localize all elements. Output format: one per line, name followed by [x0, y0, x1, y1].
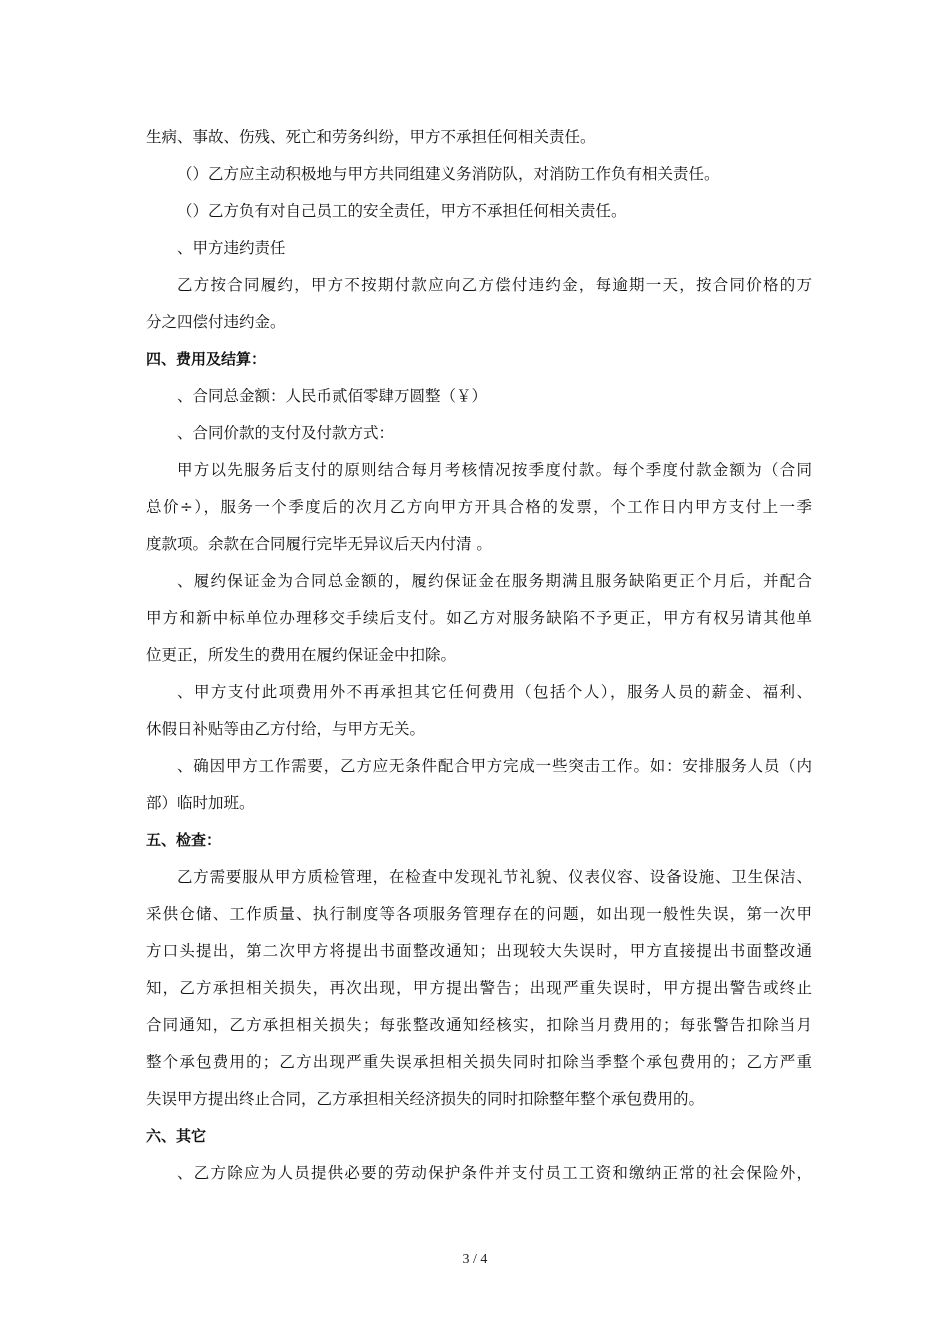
paragraph-line: 位更正，所发生的费用在履约保证金中扣除。 — [146, 646, 457, 664]
paragraph-line: 度款项。余款在合同履行完毕无异议后天内付清 。 — [146, 535, 492, 553]
paragraph-line: 甲方和新中标单位办理移交手续后支付。如乙方对服务缺陷不予更正，甲方有权另请其他单 — [146, 609, 812, 627]
paragraph-line: 、乙方除应为人员提供必要的劳动保护条件并支付员工工资和缴纳正常的社会保险外， — [177, 1164, 812, 1182]
paragraph-line: （）乙方应主动积极地与甲方共同组建义务消防队，对消防工作负有相关责任。 — [177, 165, 720, 183]
paragraph-line: 方口头提出，第二次甲方将提出书面整改通知；出现较大失误时，甲方直接提出书面整改通 — [146, 942, 812, 960]
paragraph-line: 、合同价款的支付及付款方式： — [177, 424, 395, 442]
paragraph-line: 采供仓储、工作质量、执行制度等各项服务管理存在的问题，如出现一般性失误，第一次甲 — [146, 905, 812, 923]
section-heading — [146, 341, 812, 378]
paragraph-line: 分之四偿付违约金。 — [146, 313, 286, 331]
paragraph — [146, 563, 812, 674]
paragraph — [146, 119, 812, 156]
paragraph — [146, 193, 812, 230]
paragraph-line: 乙方按合同履约，甲方不按期付款应向乙方偿付违约金，每逾期一天，按合同价格的万 — [177, 276, 812, 294]
paragraph-line: 乙方需要服从甲方质检管理，在检查中发现礼节礼貌、仪表仪容、设备设施、卫生保洁、 — [177, 868, 812, 886]
paragraph — [146, 452, 812, 563]
paragraph-line: 失误甲方提出终止合同，乙方承担相关经济损失的同时扣除整年整个承包费用的。 — [146, 1090, 705, 1108]
paragraph — [146, 1155, 812, 1192]
paragraph — [146, 674, 812, 748]
section-heading — [146, 1118, 812, 1155]
paragraph-line: 、甲方违约责任 — [177, 239, 286, 257]
paragraph-line: 总价÷），服务一个季度后的次月乙方向甲方开具合格的发票，个工作日内甲方支付上一季 — [146, 498, 812, 516]
paragraph-line: 合同通知，乙方承担相关损失；每张整改通知经核实，扣除当月费用的；每张警告扣除当月 — [146, 1016, 812, 1034]
paragraph-line: （）乙方负有对自己员工的安全责任，甲方不承担任何相关责任。 — [177, 202, 627, 220]
paragraph-line: 、甲方支付此项费用外不再承担其它任何费用（包括个人），服务人员的薪金、福利、 — [177, 683, 812, 701]
paragraph-line: 知，乙方承担相关损失，再次出现，甲方提出警告；出现严重失误时，甲方提出警告或终止 — [146, 979, 812, 997]
paragraph-line: 部）临时加班。 — [146, 794, 255, 812]
paragraph — [146, 230, 812, 267]
paragraph-line: 生病、事故、伤残、死亡和劳务纠纷，甲方不承担任何相关责任。 — [146, 128, 596, 146]
paragraph — [146, 267, 812, 341]
heading-text: 六、其它 — [146, 1127, 207, 1145]
paragraph — [146, 859, 812, 1118]
page-number: 3 / 4 — [462, 1252, 488, 1267]
paragraph — [146, 415, 812, 452]
heading-text: 四、费用及结算： — [146, 350, 267, 368]
document-body — [146, 119, 812, 1192]
paragraph-line: 、履约保证金为合同总金额的，履约保证金在服务期满且服务缺陷更正个月后，并配合 — [177, 572, 812, 590]
heading-text: 五、检查： — [146, 831, 222, 849]
section-heading — [146, 822, 812, 859]
paragraph — [146, 156, 812, 193]
paragraph-line: 、合同总金额：人民币贰佰零肆万圆整（￥） — [177, 387, 488, 405]
paragraph-line: 、确因甲方工作需要，乙方应无条件配合甲方完成一些突击工作。如：安排服务人员（内 — [177, 757, 812, 775]
paragraph-line: 甲方以先服务后支付的原则结合每月考核情况按季度付款。每个季度付款金额为（合同 — [177, 461, 812, 479]
paragraph — [146, 378, 812, 415]
paragraph-line: 休假日补贴等由乙方付给，与甲方无关。 — [146, 720, 426, 738]
paragraph — [146, 748, 812, 822]
paragraph-line: 整个承包费用的；乙方出现严重失误承担相关损失同时扣除当季整个承包费用的；乙方严重 — [146, 1053, 812, 1071]
